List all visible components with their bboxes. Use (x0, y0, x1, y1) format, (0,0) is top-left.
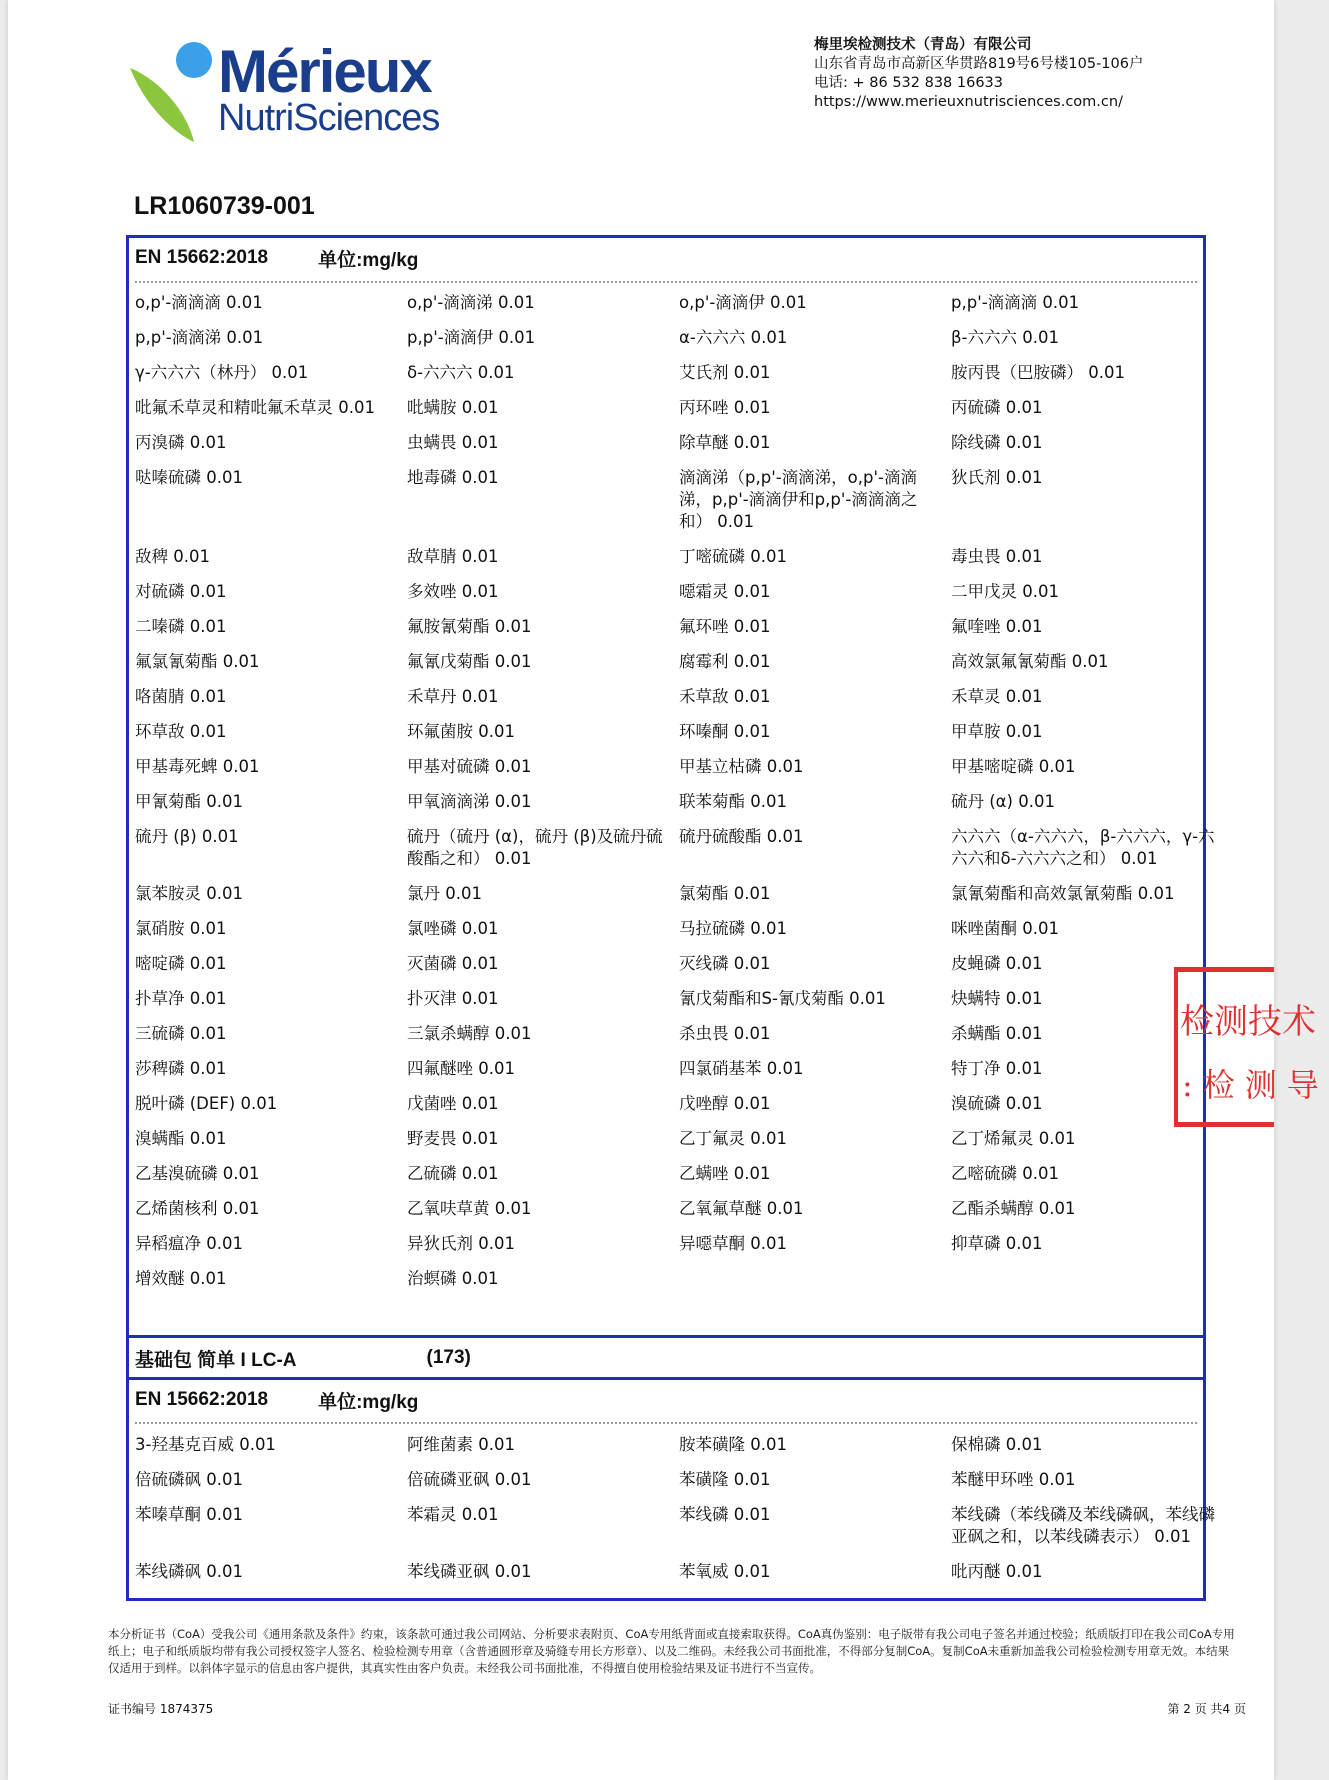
result-item: 除草醚 0.01 (679, 433, 771, 452)
stamp-line2: :检测导 (1182, 1066, 1329, 1104)
section2-results-grid (135, 1430, 1215, 1592)
result-item: 脱叶磷 (DEF) 0.01 (135, 1094, 278, 1113)
result-item: o,p'-滴滴滴 0.01 (135, 293, 263, 312)
result-item: p,p'-滴滴涕 0.01 (135, 328, 264, 347)
result-item: 特丁净 0.01 (951, 1059, 1043, 1078)
result-item: 嘧啶磷 0.01 (135, 954, 227, 973)
result-item: 皮蝇磷 0.01 (951, 954, 1043, 973)
result-item: 阿维菌素 0.01 (407, 1435, 515, 1454)
result-item: 溴硫磷 0.01 (951, 1094, 1043, 1113)
company-phone: 电话: + 86 532 838 16633 (814, 75, 1004, 91)
result-item: p,p'-滴滴滴 0.01 (951, 293, 1080, 312)
result-item: 虫螨畏 0.01 (407, 433, 499, 452)
result-item: γ-六六六（林丹） 0.01 (135, 363, 309, 382)
result-item: 环氟菌胺 0.01 (407, 722, 515, 741)
logo-line2: NutriSciences (218, 97, 440, 139)
result-item: 甲氰菊酯 0.01 (135, 792, 243, 811)
company-address: 山东省青岛市高新区华贯路819号6号楼105-106户 (814, 56, 1144, 72)
result-item: 咯菌腈 0.01 (135, 687, 227, 706)
result-item: 毒虫畏 0.01 (951, 547, 1043, 566)
result-item: 哒嗪硫磷 0.01 (135, 468, 243, 487)
result-item: 环嗪酮 0.01 (679, 722, 771, 741)
result-item: o,p'-滴滴涕 0.01 (407, 293, 535, 312)
result-item: 氯氰菊酯和高效氯氰菊酯 0.01 (951, 884, 1175, 903)
result-item: 戊菌唑 0.01 (407, 1094, 499, 1113)
package-header (129, 1338, 1203, 1378)
section1-dotted-rule (135, 281, 1197, 283)
result-item: 禾草丹 0.01 (407, 687, 499, 706)
result-item: 丙溴磷 0.01 (135, 433, 227, 452)
result-item: 甲基嘧啶磷 0.01 (951, 757, 1076, 776)
result-item: 氰戊菊酯和S-氰戊菊酯 0.01 (679, 989, 886, 1008)
result-item: 对硫磷 0.01 (135, 582, 227, 601)
result-item: 禾草灵 0.01 (951, 687, 1043, 706)
result-item: 硫丹 (β) 0.01 (135, 827, 239, 846)
result-item: 扑灭津 0.01 (407, 989, 499, 1008)
result-item: p,p'-滴滴伊 0.01 (407, 328, 536, 347)
result-item: 氟氯氰菊酯 0.01 (135, 652, 260, 671)
result-item: 氯苯胺灵 0.01 (135, 884, 243, 903)
result-item: 六六六（α-六六六，β-六六六，γ-六六六和δ-六六六之和） 0.01 (951, 827, 1215, 868)
result-item: 胺苯磺隆 0.01 (679, 1435, 787, 1454)
certificate-number: 证书编号 1874375 (108, 1702, 214, 1716)
result-item: 乙丁氟灵 0.01 (679, 1129, 787, 1148)
result-item: 灭菌磷 0.01 (407, 954, 499, 973)
result-item: 异噁草酮 0.01 (679, 1234, 787, 1253)
result-item: 保棉磷 0.01 (951, 1435, 1043, 1454)
company-name: 梅里埃检测技术（青岛）有限公司 (814, 37, 1032, 53)
result-item: 苯线磷（苯线磷及苯线磷砜，苯线磷亚砜之和，以苯线磷表示） 0.01 (951, 1505, 1215, 1546)
result-item: 甲基立枯磷 0.01 (679, 757, 804, 776)
result-item: 苯磺隆 0.01 (679, 1470, 771, 1489)
result-item: 地毒磷 0.01 (407, 468, 499, 487)
result-item: 硫丹 (α) 0.01 (951, 792, 1055, 811)
section2-unit: 单位:mg/kg (318, 1391, 419, 1413)
result-item: δ-六六六 0.01 (407, 363, 515, 382)
result-item: 三硫磷 0.01 (135, 1024, 227, 1043)
result-item: 甲基毒死蜱 0.01 (135, 757, 260, 776)
result-item: 二嗪磷 0.01 (135, 617, 227, 636)
result-item: 治螟磷 0.01 (407, 1269, 499, 1288)
result-item: 苯嗪草酮 0.01 (135, 1505, 243, 1524)
logo-wordmark (218, 38, 440, 139)
section2-header (129, 1380, 1203, 1420)
result-item: 敌稗 0.01 (135, 547, 210, 566)
result-item: 乙基溴硫磷 0.01 (135, 1164, 260, 1183)
result-item: 滴滴涕（p,p'-滴滴涕，o,p'-滴滴涕，p,p'-滴滴伊和p,p'-滴滴滴之和） 0.01 (679, 468, 918, 531)
result-item: 吡丙醚 0.01 (951, 1562, 1043, 1581)
result-item: 甲氧滴滴涕 0.01 (407, 792, 532, 811)
result-item: 苯线磷砜 0.01 (135, 1562, 243, 1581)
result-item: 戊唑醇 0.01 (679, 1094, 771, 1113)
result-item: 四氯硝基苯 0.01 (679, 1059, 804, 1078)
result-item: 二甲戊灵 0.01 (951, 582, 1059, 601)
red-seal-stamp (1174, 967, 1329, 1127)
company-website: https://www.merieuxnutrisciences.com.cn/ (814, 94, 1123, 110)
section1-unit: 单位:mg/kg (318, 249, 419, 271)
result-item: 丁嘧硫磷 0.01 (679, 547, 787, 566)
result-item: β-六六六 0.01 (951, 328, 1059, 347)
result-item: 吡氟禾草灵和精吡氟禾草灵 0.01 (135, 398, 375, 417)
result-item: 环草敌 0.01 (135, 722, 227, 741)
result-item: 硫丹硫酸酯 0.01 (679, 827, 804, 846)
results-box (126, 235, 1215, 1601)
result-item: 丙环唑 0.01 (679, 398, 771, 417)
result-item: 乙氧呋草黄 0.01 (407, 1199, 532, 1218)
result-item: 苯线磷亚砜 0.01 (407, 1562, 532, 1581)
result-item: 联苯菊酯 0.01 (679, 792, 787, 811)
result-item: α-六六六 0.01 (679, 328, 788, 347)
result-item: 甲基对硫磷 0.01 (407, 757, 532, 776)
result-item: 敌草腈 0.01 (407, 547, 499, 566)
result-item: 苯线磷 0.01 (679, 1505, 771, 1524)
report-id: LR1060739-001 (134, 192, 315, 220)
merieux-logo (126, 38, 456, 146)
result-item: 除线磷 0.01 (951, 433, 1043, 452)
result-item: 乙嘧硫磷 0.01 (951, 1164, 1059, 1183)
result-item: 氟环唑 0.01 (679, 617, 771, 636)
footer-disclaimer: 本分析证书（CoA）受我公司《通用条款及条件》约束，该条款可通过我公司网站、分析要求表附页、CoA专用纸背面或直接索取获得。CoA真伪鉴别：电子版带有我公司电子签名并通过校验；纸质版打印在我公司CoA专用纸上；电子和纸质版均带有我公司授权签字人签名、检验检测专用章（含普通圆形章及骑缝专用长方形章）、以及二维码。未经我公司书面批准，不得部分复制CoA。复制CoA未重新加盖我公司检验检测专用章无效。本结果仅适用于到样。以斜体字显示的信息由客户提供，其真实性由客户负责。未经我公司书面批准，不得擅自使用检验结果及证书进行不当宣传。 (108, 1627, 1235, 1675)
package-count: (173) (426, 1347, 471, 1368)
stamp-line1: 检测技术 (1180, 1002, 1316, 1042)
result-item: 3-羟基克百威 0.01 (135, 1435, 276, 1454)
logo-line1: Mérieux (218, 38, 431, 105)
result-item: 溴螨酯 0.01 (135, 1129, 227, 1148)
result-item: 咪唑菌酮 0.01 (951, 919, 1059, 938)
result-item: 乙氧氟草醚 0.01 (679, 1199, 804, 1218)
result-item: 氯唑磷 0.01 (407, 919, 499, 938)
result-item: 苯醚甲环唑 0.01 (951, 1470, 1076, 1489)
result-item: 杀虫畏 0.01 (679, 1024, 771, 1043)
result-item: 多效唑 0.01 (407, 582, 499, 601)
result-item: 倍硫磷亚砜 0.01 (407, 1470, 532, 1489)
result-item: 氯菊酯 0.01 (679, 884, 771, 903)
result-item: 乙烯菌核利 0.01 (135, 1199, 260, 1218)
section1-header (129, 238, 1203, 278)
result-item: 乙硫磷 0.01 (407, 1164, 499, 1183)
result-item: 高效氯氟氰菊酯 0.01 (951, 652, 1109, 671)
result-item: 异狄氏剂 0.01 (407, 1234, 515, 1253)
section2-dotted-rule (135, 1422, 1197, 1424)
result-item: 氯丹 0.01 (407, 884, 482, 903)
result-item: 乙螨唑 0.01 (679, 1164, 771, 1183)
result-item: 野麦畏 0.01 (407, 1129, 499, 1148)
result-item: 氟胺氰菊酯 0.01 (407, 617, 532, 636)
company-info (814, 36, 1254, 112)
result-item: 乙丁烯氟灵 0.01 (951, 1129, 1076, 1148)
result-item: 甲草胺 0.01 (951, 722, 1043, 741)
result-item: 灭线磷 0.01 (679, 954, 771, 973)
section2-method: EN 15662:2018 (135, 1389, 269, 1410)
result-item: 硫丹（硫丹 (α)，硫丹 (β)及硫丹硫酸酯之和） 0.01 (407, 827, 663, 868)
result-item: 莎稗磷 0.01 (135, 1059, 227, 1078)
section1-method: EN 15662:2018 (135, 247, 269, 268)
result-item: 胺丙畏（巴胺磷） 0.01 (951, 363, 1125, 382)
section1-results-grid (135, 288, 1215, 1299)
result-item: 杀螨酯 0.01 (951, 1024, 1043, 1043)
result-item: 苯氧威 0.01 (679, 1562, 771, 1581)
page-number: 第 2 页 共4 页 (1167, 1702, 1246, 1716)
package-name: 基础包 简单 I LC-A (135, 1349, 297, 1371)
result-item: 氟氰戊菊酯 0.01 (407, 652, 532, 671)
result-item: 吡螨胺 0.01 (407, 398, 499, 417)
result-item: 倍硫磷砜 0.01 (135, 1470, 243, 1489)
result-item: 氟喹唑 0.01 (951, 617, 1043, 636)
result-item: 腐霉利 0.01 (679, 652, 771, 671)
result-item: 乙酯杀螨醇 0.01 (951, 1199, 1076, 1218)
result-item: 氯硝胺 0.01 (135, 919, 227, 938)
result-item: 禾草敌 0.01 (679, 687, 771, 706)
result-item: 三氯杀螨醇 0.01 (407, 1024, 532, 1043)
result-item: 四氟醚唑 0.01 (407, 1059, 515, 1078)
result-item: 艾氏剂 0.01 (679, 363, 771, 382)
result-item: 炔螨特 0.01 (951, 989, 1043, 1008)
result-item: 增效醚 0.01 (135, 1269, 227, 1288)
result-item: 抑草磷 0.01 (951, 1234, 1043, 1253)
result-item: 噁霜灵 0.01 (679, 582, 771, 601)
result-item: 马拉硫磷 0.01 (679, 919, 787, 938)
result-item: 异稻瘟净 0.01 (135, 1234, 243, 1253)
report-page (8, 0, 1329, 1780)
result-item: 丙硫磷 0.01 (951, 398, 1043, 417)
result-item: 狄氏剂 0.01 (951, 468, 1043, 487)
result-item: o,p'-滴滴伊 0.01 (679, 293, 807, 312)
result-item: 苯霜灵 0.01 (407, 1505, 499, 1524)
result-item: 扑草净 0.01 (135, 989, 227, 1008)
